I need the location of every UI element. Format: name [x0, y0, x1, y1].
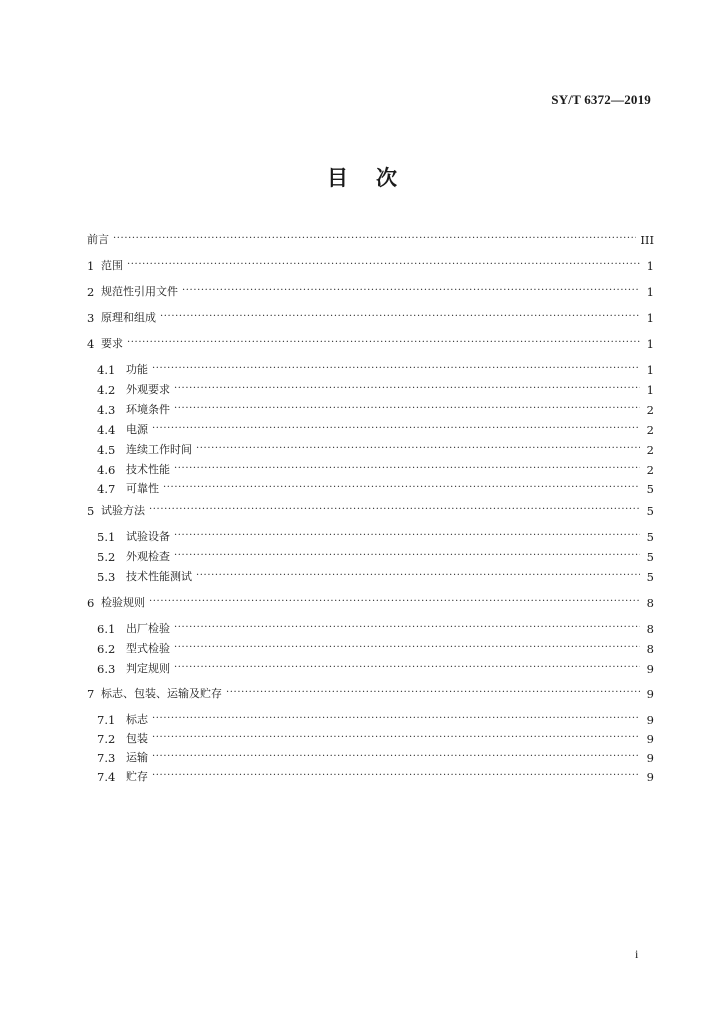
- toc-entry-number: 4.5: [97, 443, 116, 457]
- toc-entry[interactable]: [87, 334, 654, 354]
- toc-entry-number: 4.4: [97, 423, 116, 437]
- toc-entry[interactable]: [87, 527, 654, 547]
- toc-dot-leader: [152, 709, 640, 729]
- toc-entry-number: 6: [87, 596, 95, 610]
- toc-entry-page: 5: [646, 482, 654, 496]
- toc-entry-number: 4.6: [97, 463, 116, 477]
- toc-entry[interactable]: [87, 659, 654, 679]
- toc-entry[interactable]: [87, 547, 654, 567]
- toc-entry-lead: [87, 380, 174, 400]
- toc-entry-label: 原理和组成: [101, 311, 156, 324]
- toc-entry-number: 4.1: [97, 363, 116, 377]
- toc-entry-page: 8: [646, 642, 654, 656]
- toc-dot-leader: [152, 419, 640, 439]
- toc-entry-label: 运输: [126, 751, 148, 764]
- toc-entry-number: 1: [87, 259, 95, 273]
- toc-entry-number: 3: [87, 311, 95, 325]
- toc-entry-page: 1: [646, 285, 654, 299]
- toc-entry-label: 试验设备: [126, 530, 170, 543]
- toc-entry-lead: [87, 659, 174, 679]
- toc-entry-number: 5.1: [97, 530, 116, 544]
- toc-entry-page: 9: [646, 770, 654, 784]
- toc-entry-label: 范围: [101, 259, 123, 272]
- toc-entry-number: 7.1: [97, 713, 116, 727]
- toc-entry-page: 8: [646, 596, 654, 610]
- toc-entry-number: 6.3: [97, 662, 116, 676]
- toc-entry-lead: [87, 567, 196, 587]
- toc-dot-leader: [127, 333, 640, 353]
- toc-entry-label: 外观检查: [126, 550, 170, 563]
- toc-entry-number: 5.2: [97, 550, 116, 564]
- toc-entry-page: 2: [646, 443, 654, 457]
- toc-entry-label: 包装: [126, 732, 148, 745]
- toc-entry[interactable]: [87, 360, 654, 380]
- toc-entry[interactable]: [87, 230, 654, 250]
- toc-dot-leader: [196, 439, 640, 459]
- toc-entry[interactable]: [87, 729, 654, 749]
- toc-dot-leader: [174, 658, 640, 678]
- toc-entry-page: 5: [646, 570, 654, 584]
- toc-dot-leader: [196, 566, 640, 586]
- toc-entry-number: 7.2: [97, 732, 116, 746]
- toc-entry-page: III: [640, 233, 654, 247]
- toc-entry-label: 电源: [126, 423, 148, 436]
- toc-entry-number: 2: [87, 285, 95, 299]
- toc-entry[interactable]: [87, 710, 654, 730]
- toc-entry[interactable]: [87, 440, 654, 460]
- toc-dot-leader: [174, 379, 640, 399]
- toc-dot-leader: [149, 592, 640, 612]
- toc-entry-number: 7.4: [97, 770, 116, 784]
- toc-entry-page: 1: [646, 337, 654, 351]
- toc-entry-lead: [87, 619, 174, 639]
- toc-entry[interactable]: [87, 400, 654, 420]
- toc-entry-label: 规范性引用文件: [101, 285, 178, 298]
- toc-dot-leader: [174, 618, 640, 638]
- toc-dot-leader: [174, 526, 640, 546]
- toc-entry[interactable]: [87, 256, 654, 276]
- toc-entry-page: 9: [646, 713, 654, 727]
- toc-entry-number: 6.2: [97, 642, 116, 656]
- toc-entry[interactable]: [87, 282, 654, 302]
- toc-entry[interactable]: [87, 501, 654, 521]
- toc-entry[interactable]: [87, 639, 654, 659]
- toc-entry-page: 9: [646, 732, 654, 746]
- toc-entry-number: 7.3: [97, 751, 116, 765]
- toc-entry-label: 贮存: [126, 770, 148, 783]
- toc-entry-lead: [87, 748, 152, 768]
- toc-dot-leader: [174, 638, 640, 658]
- toc-entry-lead: [87, 527, 174, 547]
- toc-dot-leader: [152, 728, 640, 748]
- toc-entry-lead: [87, 479, 163, 499]
- toc-entry-number: 5.3: [97, 570, 116, 584]
- toc-dot-leader: [174, 399, 640, 419]
- toc-entry-number: 7: [87, 687, 95, 701]
- toc-entry-label: 出厂检验: [126, 622, 170, 635]
- toc-dot-leader: [152, 359, 640, 379]
- toc-dot-leader: [152, 747, 640, 767]
- toc-entry-page: 5: [646, 550, 654, 564]
- toc-entry-page: 5: [646, 504, 654, 518]
- toc-entry-label: 判定规则: [126, 662, 170, 675]
- toc-entry-label: 技术性能: [126, 463, 170, 476]
- toc-entry[interactable]: [87, 308, 654, 328]
- toc-entry-lead: [87, 729, 152, 749]
- toc-entry-lead: [87, 230, 113, 250]
- toc-entry-page: 9: [646, 687, 654, 701]
- toc-entry-number: 5: [87, 504, 95, 518]
- toc-entry-label: 功能: [126, 363, 148, 376]
- toc-entry-lead: [87, 420, 152, 440]
- toc-entry-lead: [87, 501, 149, 521]
- toc-entry-lead: [87, 308, 160, 328]
- toc-entry-page: 1: [646, 311, 654, 325]
- toc-entry[interactable]: [87, 567, 654, 587]
- toc-entry-label: 标志: [126, 713, 148, 726]
- toc-entry-lead: [87, 256, 127, 276]
- page-title: 目次: [327, 166, 425, 190]
- toc-entry-label: 外观要求: [126, 383, 170, 396]
- toc-entry-page: 2: [646, 403, 654, 417]
- toc-entry[interactable]: [87, 593, 654, 613]
- toc-entry[interactable]: [87, 460, 654, 480]
- toc-entry-lead: [87, 639, 174, 659]
- toc-entry-page: 9: [646, 662, 654, 676]
- toc-entry-number: 4: [87, 337, 95, 351]
- toc-entry-number: 4.3: [97, 403, 116, 417]
- toc-entry-page: 2: [646, 463, 654, 477]
- toc-entry-label: 可靠性: [126, 482, 159, 495]
- toc-entry[interactable]: [87, 748, 654, 768]
- toc-dot-leader: [226, 683, 640, 703]
- toc-entry-label: 环境条件: [126, 403, 170, 416]
- toc-entry[interactable]: [87, 619, 654, 639]
- toc-entry-lead: [87, 360, 152, 380]
- toc-entry-lead: [87, 334, 127, 354]
- toc-entry[interactable]: [87, 380, 654, 400]
- toc-entry-label: 连续工作时间: [126, 443, 192, 456]
- toc-entry-lead: [87, 684, 226, 704]
- toc-dot-leader: [174, 459, 640, 479]
- toc-entry-number: 6.1: [97, 622, 116, 636]
- toc-entry-page: 1: [646, 383, 654, 397]
- toc-entry[interactable]: [87, 684, 654, 704]
- toc-entry-lead: [87, 460, 174, 480]
- toc-dot-leader: [149, 500, 640, 520]
- toc-entry-page: 1: [646, 363, 654, 377]
- toc-entry-number: 4.2: [97, 383, 116, 397]
- toc-entry-label: 要求: [101, 337, 123, 350]
- toc-entry-lead: [87, 282, 182, 302]
- toc-entry-page: 9: [646, 751, 654, 765]
- toc-dot-leader: [163, 478, 640, 498]
- page-number: i: [635, 947, 639, 961]
- toc-entry[interactable]: [87, 767, 654, 787]
- toc-entry-lead: [87, 400, 174, 420]
- toc-entry-lead: [87, 767, 152, 787]
- toc-dot-leader: [127, 255, 640, 275]
- toc-dot-leader: [174, 546, 640, 566]
- toc-entry[interactable]: [87, 479, 654, 499]
- toc-entry-lead: [87, 710, 152, 730]
- toc-entry-number: 4.7: [97, 482, 116, 496]
- toc-entry-lead: [87, 440, 196, 460]
- standard-code: SY/T 6372—2019: [551, 92, 651, 107]
- toc-entry-page: 1: [646, 259, 654, 273]
- toc-entry-label: 检验规则: [101, 596, 145, 609]
- toc-entry-page: 5: [646, 530, 654, 544]
- toc-entry-label: 前言: [87, 233, 109, 246]
- toc-dot-leader: [152, 766, 640, 786]
- toc-entry-lead: [87, 593, 149, 613]
- toc-dot-leader: [113, 229, 636, 249]
- toc-entry-lead: [87, 547, 174, 567]
- toc-dot-leader: [160, 307, 640, 327]
- toc-entry-label: 试验方法: [101, 504, 145, 517]
- toc-dot-leader: [182, 281, 640, 301]
- toc-entry-page: 8: [646, 622, 654, 636]
- toc-entry-label: 标志、包装、运输及贮存: [101, 687, 222, 700]
- toc-entry-label: 型式检验: [126, 642, 170, 655]
- toc-entry-label: 技术性能测试: [126, 570, 192, 583]
- toc-entry[interactable]: [87, 420, 654, 440]
- toc-entry-page: 2: [646, 423, 654, 437]
